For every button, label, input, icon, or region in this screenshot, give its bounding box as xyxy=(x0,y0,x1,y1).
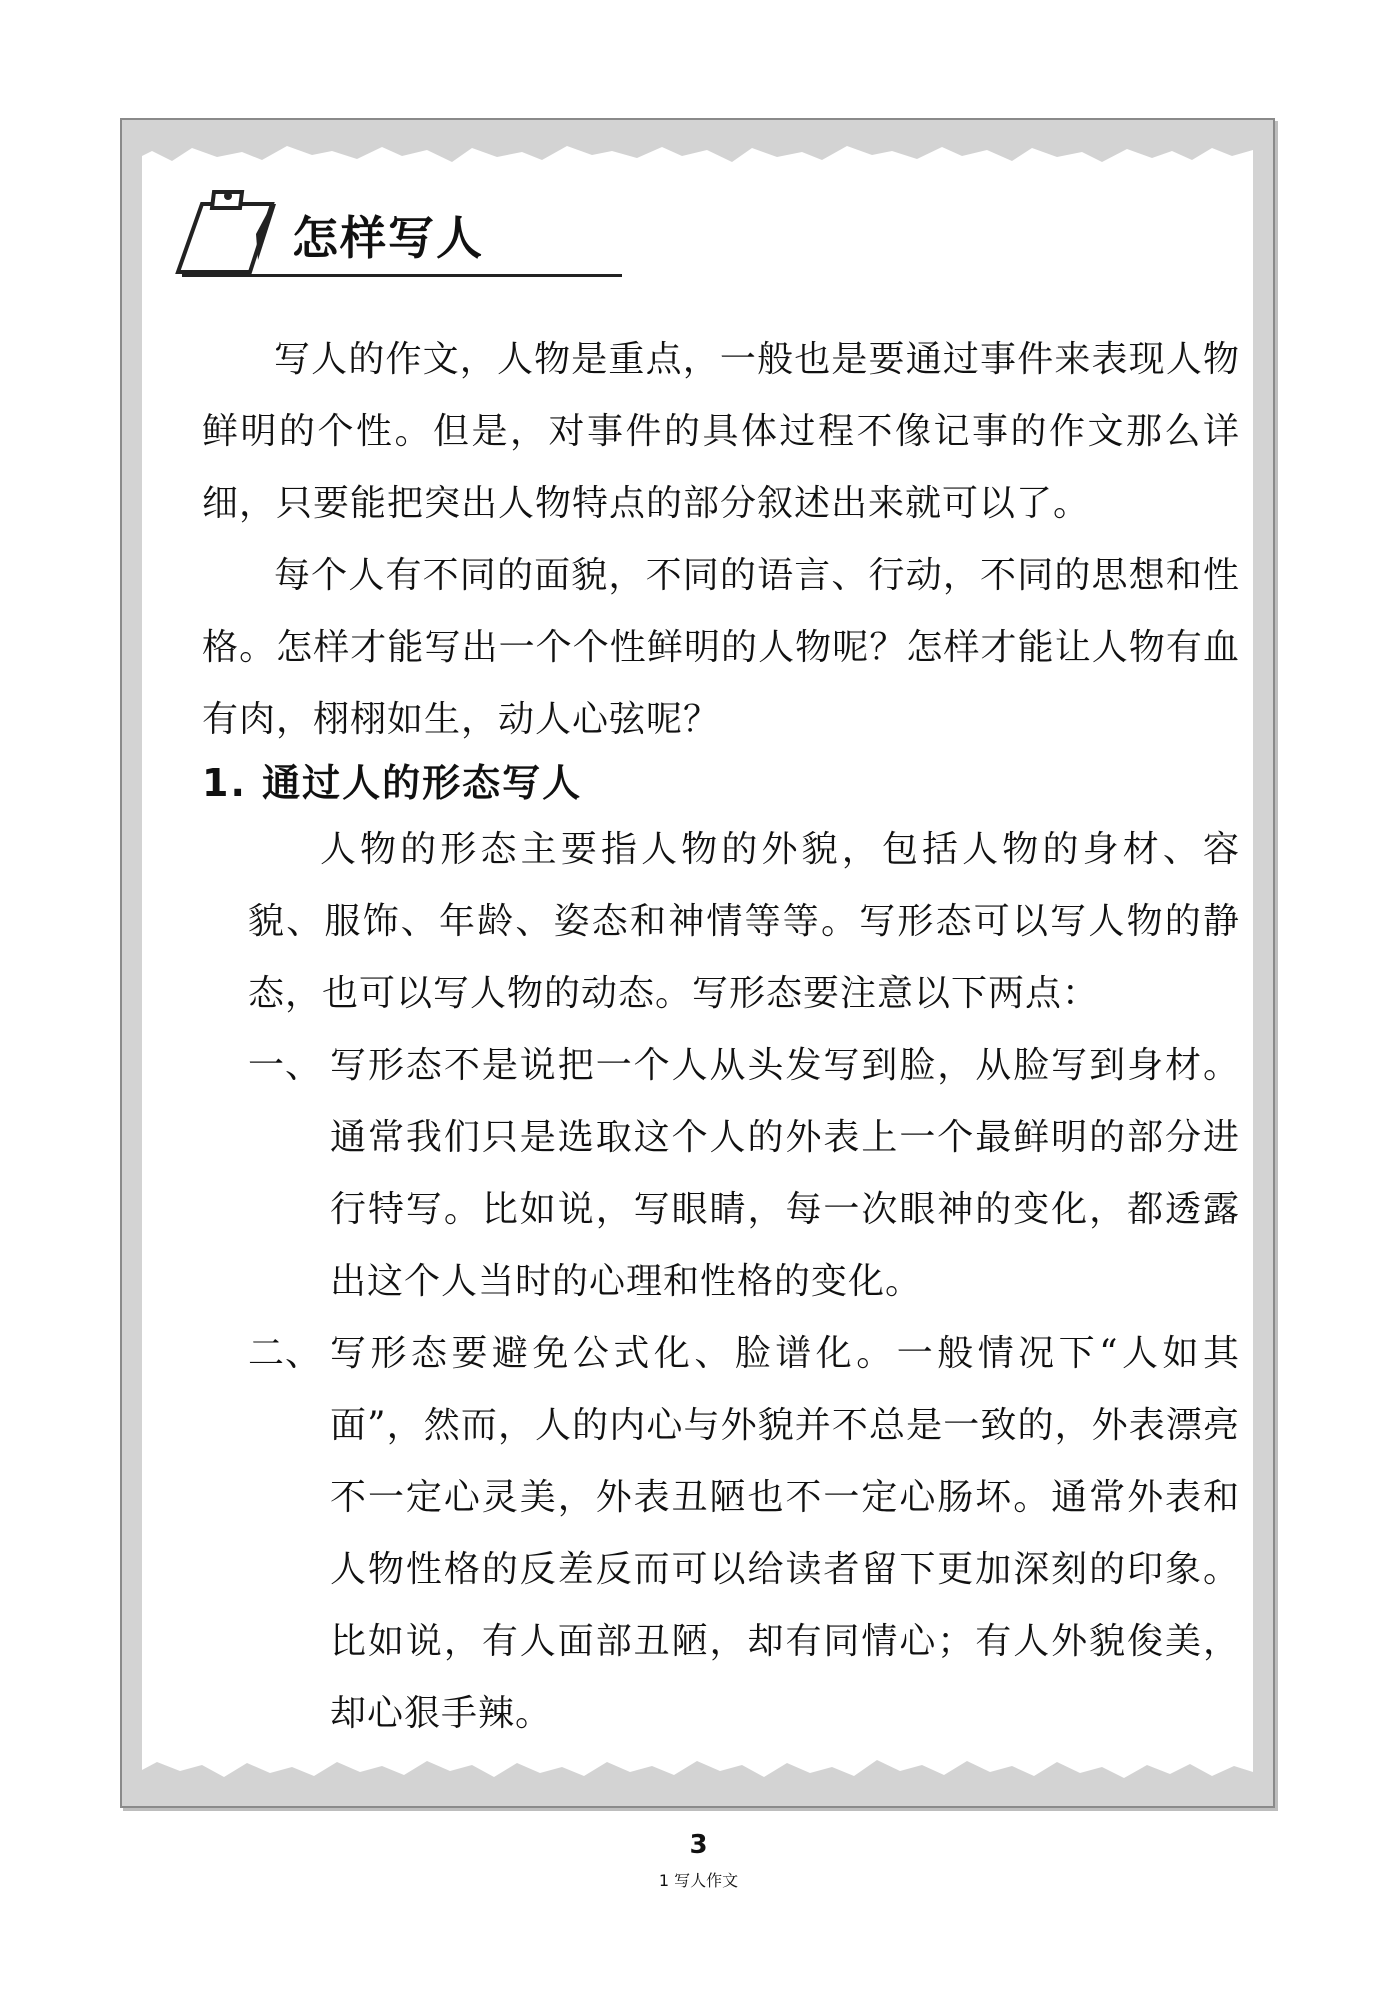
running-footer: 1 写人作文 xyxy=(658,1871,739,1890)
list-item-text: 写形态不是说把一个人从头发写到脸，从脸写到身材。通常我们只是选取这个人的外表上一个最鲜明的部分进行特写。比如说，写眼睛，每一次眼神的变化，都透露出这个人当时的心理和性格的变化。 xyxy=(330,1045,1240,1302)
page-title: 怎样写人 xyxy=(292,211,484,265)
section-paragraph: 人物的形态主要指人物的外貌，包括人物的身材、容貌、服饰、年龄、姿态和神情等等。写形态可以写人物的静态，也可以写人物的动态。写形态要注意以下两点： xyxy=(248,829,1240,1014)
clipboard-icon xyxy=(172,182,292,282)
torn-edge-top xyxy=(142,142,1253,172)
list-item xyxy=(248,1318,1240,1750)
torn-edge-bottom xyxy=(142,1754,1253,1784)
intro-paragraph-1: 写人的作文，人物是重点，一般也是要通过事件来表现人物鲜明的个性。但是，对事件的具体过程不像记事的作文那么详细，只要能把突出人物特点的部分叙述出来就可以了。 xyxy=(202,339,1240,524)
title-underline xyxy=(182,274,622,277)
list-item xyxy=(248,1030,1240,1318)
section-heading xyxy=(172,182,642,292)
content-area xyxy=(142,142,1253,1784)
intro-paragraph-2: 每个人有不同的面貌，不同的语言、行动，不同的思想和性格。怎样才能写出一个个性鲜明的人物呢？怎样才能让人物有血有肉，栩栩如生，动人心弦呢？ xyxy=(202,555,1240,740)
page-number: 3 xyxy=(689,1830,708,1860)
list-item-marker: 一、 xyxy=(248,1045,323,1086)
list-item-text: 写形态要避免公式化、脸谱化。一般情况下“人如其面”，然而，人的内心与外貌并不总是一致的，外表漂亮不一定心灵美，外表丑陋也不一定心肠坏。通常外表和人物性格的反差反而可以给读者留下更加深刻的印象。比如说，有人面部丑陋，却有同情心；有人外貌俊美，却心狠手辣。 xyxy=(330,1333,1240,1734)
page-frame xyxy=(120,118,1275,1808)
section-title: 1. 通过人的形态写人 xyxy=(202,761,583,805)
list-item-marker: 二、 xyxy=(248,1333,323,1374)
